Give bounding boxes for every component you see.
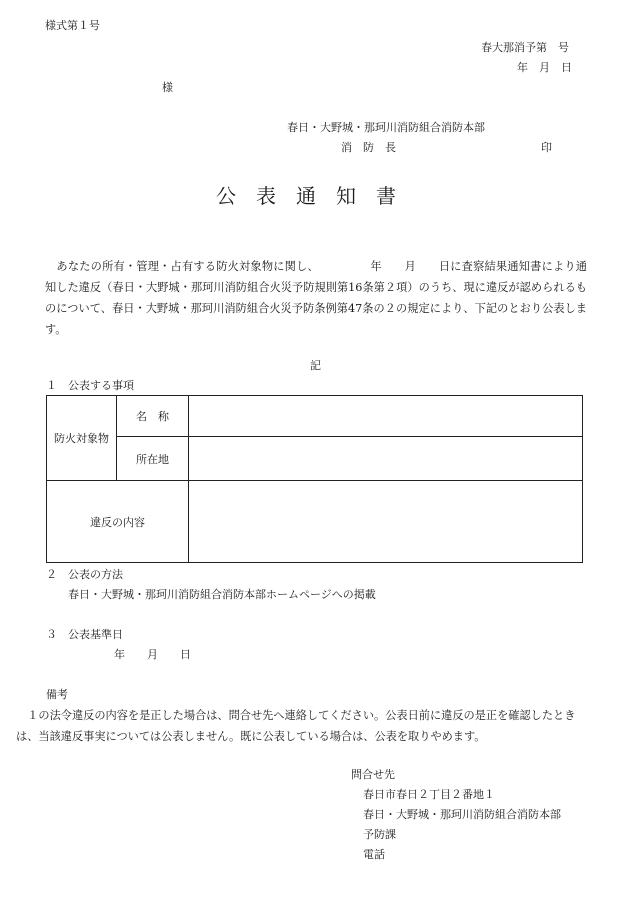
section-3-heading: ３ 公表基準日 [46, 628, 123, 641]
contact-address: 春日市春日２丁目２番地１ [363, 788, 495, 801]
document-number: 春大那消予第 号 [481, 41, 569, 54]
body-paragraph: あなたの所有・管理・占有する防火対象物に関し、 年 月 日に査察結果通知書により通知した違反（春日・大野城・那珂川消防組合火災予防規則第16条第２項）のうち、現に違反が認められるものについて、春日・大野城・那珂川消防組合火災予防条例第47条の２の規定により、下記のとおり公表します。 [45, 260, 587, 336]
address-value-cell [189, 437, 583, 481]
violation-label: 違反の内容 [90, 515, 145, 529]
issuer-title: 消 防 長 [341, 141, 396, 154]
section-3-date: 年 月 日 [114, 648, 191, 661]
issuer-organization: 春日・大野城・那珂川消防組合消防本部 [287, 121, 485, 134]
recipient-suffix: 様 [162, 81, 173, 94]
remarks-text: １の法令違反の内容を是正した場合は、問合せ先へ連絡してください。公表日前に違反の是正を確認したときは、当該違反事実については公表しません。既に公表している場合は、公表を取りやめます。 [16, 709, 576, 743]
title-char: 公 [216, 184, 236, 208]
public-items-table [46, 395, 583, 563]
section-2-text: 春日・大野城・那珂川消防組合消防本部ホームページへの掲載 [68, 588, 376, 601]
object-label-cell [47, 396, 117, 481]
name-label: 名 称 [136, 410, 169, 423]
issue-date: 年 月 日 [517, 61, 572, 74]
title-char: 表 [256, 184, 276, 208]
address-label: 所在地 [136, 452, 169, 466]
address-label-cell [117, 437, 189, 481]
contact-phone-label: 電話 [363, 848, 385, 861]
title-char: 通 [296, 184, 316, 208]
ki-marker: 記 [310, 359, 321, 372]
section-2-heading: ２ 公表の方法 [46, 568, 123, 581]
contact-heading: 問合せ先 [351, 768, 395, 781]
contact-organization: 春日・大野城・那珂川消防組合消防本部 [363, 808, 561, 821]
name-value-cell [189, 396, 583, 437]
seal-mark: 印 [541, 141, 552, 154]
form-number: 様式第１号 [45, 19, 100, 32]
title-char: 知 [336, 184, 356, 208]
name-label-cell [117, 396, 189, 437]
object-label: 防火対象物 [54, 432, 109, 445]
violation-value-cell [189, 481, 583, 563]
section-1-heading: １ 公表する事項 [46, 379, 134, 392]
document-title [206, 186, 406, 206]
contact-division: 予防課 [363, 828, 396, 841]
title-char: 書 [376, 184, 396, 208]
violation-label-cell [47, 481, 189, 563]
remarks-heading: 備考 [46, 688, 68, 701]
